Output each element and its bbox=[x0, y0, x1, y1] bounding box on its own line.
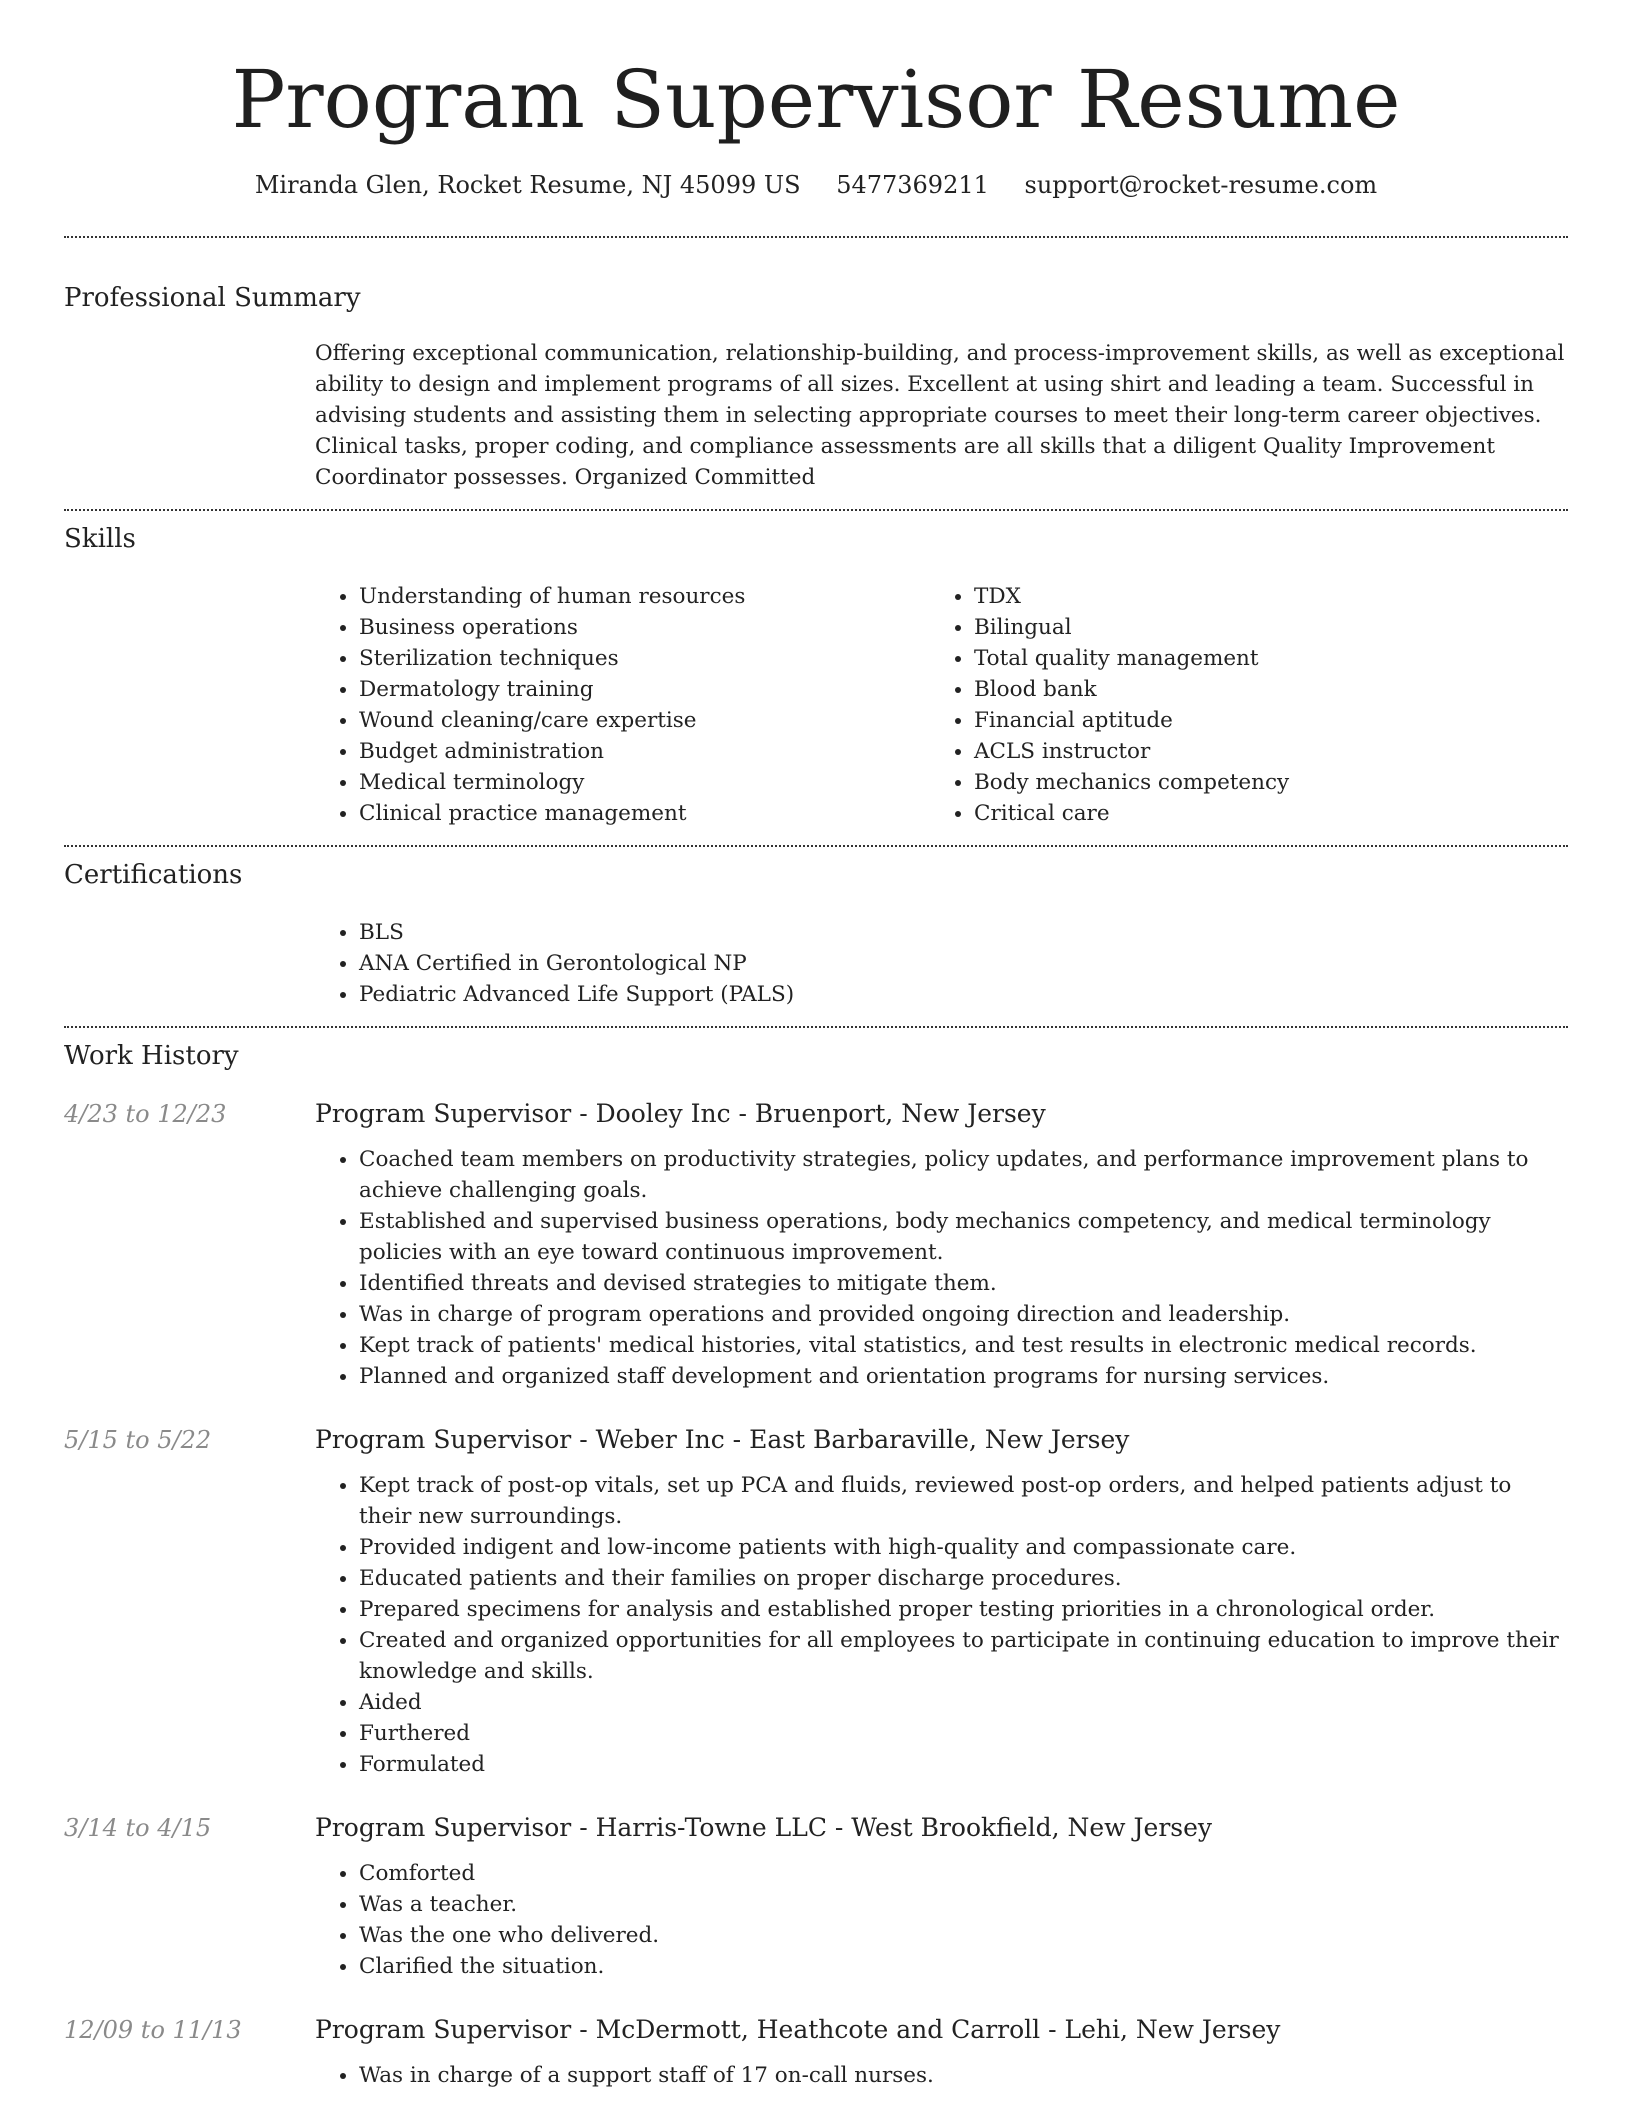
job-duties-list bbox=[315, 1470, 1568, 1780]
skill-item: • Sterilization techniques bbox=[359, 643, 930, 674]
job-duties-list bbox=[315, 1858, 1568, 1982]
job-dates: 12/09 to 11/13 bbox=[64, 2016, 242, 2044]
job-duty-item: • Kept track of post-op vitals, set up PCA and fluids, reviewed post-op orders, and helped patients adjust to their new surroundings. bbox=[359, 1470, 1568, 1532]
certifications-section bbox=[64, 847, 1568, 1026]
job-duty-item: • Prepared specimens for analysis and established proper testing priorities in a chronological order. bbox=[359, 1594, 1568, 1625]
skill-item: • Understanding of human resources bbox=[359, 581, 930, 612]
section-heading: Certifications bbox=[64, 860, 243, 890]
certification-item: • BLS bbox=[359, 917, 1568, 948]
job-entry bbox=[64, 1098, 1568, 1392]
job-duties-list bbox=[315, 1144, 1568, 1392]
certifications-body bbox=[315, 917, 1568, 1010]
skill-item: • Total quality management bbox=[974, 643, 1545, 674]
certification-item: • ANA Certified in Gerontological NP bbox=[359, 948, 1568, 979]
skills-columns bbox=[315, 581, 1568, 829]
skill-item: • Dermatology training bbox=[359, 674, 930, 705]
job-title: Program Supervisor - Dooley Inc - Bruenport, New Jersey bbox=[315, 1099, 1046, 1128]
job-duty-item: • Created and organized opportunities for all employees to participate in continuing education to improve their knowledge and skills. bbox=[359, 1625, 1568, 1687]
professional-summary-section bbox=[64, 238, 1568, 509]
skill-item: • Budget administration bbox=[359, 736, 930, 767]
job-dates: 3/14 to 4/15 bbox=[64, 1814, 212, 1842]
skill-item: • Medical terminology bbox=[359, 767, 930, 798]
job-entry bbox=[64, 1424, 1568, 1780]
job-duty-item: • Clarified the situation. bbox=[359, 1951, 1568, 1982]
job-duty-item: • Comforted bbox=[359, 1858, 1568, 1889]
job-duty-item: • Was in charge of program operations and provided ongoing direction and leadership. bbox=[359, 1299, 1568, 1330]
section-heading: Professional Summary bbox=[64, 283, 361, 313]
certifications-list bbox=[315, 917, 1568, 1010]
skill-item: • Business operations bbox=[359, 612, 930, 643]
job-duties-list bbox=[315, 2060, 1568, 2091]
job-entry bbox=[64, 2014, 1568, 2091]
skill-item: • Blood bank bbox=[974, 674, 1545, 705]
job-duty-item: • Planned and organized staff development and orientation programs for nursing services. bbox=[359, 1361, 1568, 1392]
skill-item: • Body mechanics competency bbox=[974, 767, 1545, 798]
contact-address: Miranda Glen, Rocket Resume, NJ 45099 US bbox=[254, 171, 801, 199]
skills-list bbox=[930, 581, 1545, 829]
summary-text: Offering exceptional communication, relationship-building, and process-improvement skills, as well as exceptional ability to design and implement programs of all sizes. Excellent at using shirt and leading a team. Successful in advising students and assisting them in selecting appropriate courses to meet their long-term career objectives. Clinical tasks, proper coding, and compliance assessments are all skills that a diligent Quality Improvement Coordinator possesses. Organized Committed bbox=[315, 341, 1565, 490]
page-title: Program Supervisor Resume bbox=[231, 53, 1401, 146]
certification-item: • Pediatric Advanced Life Support (PALS) bbox=[359, 979, 1568, 1010]
skill-item: • Bilingual bbox=[974, 612, 1545, 643]
skill-item: • ACLS instructor bbox=[974, 736, 1545, 767]
section-heading: Skills bbox=[64, 524, 136, 554]
job-duty-item: • Provided indigent and low-income patients with high-quality and compassionate care. bbox=[359, 1532, 1568, 1563]
skills-column-right bbox=[930, 581, 1545, 829]
work-history-section bbox=[64, 1028, 1568, 2091]
contact-email: support@rocket-resume.com bbox=[1024, 171, 1378, 199]
job-title: Program Supervisor - Harris-Towne LLC - West Brookfield, New Jersey bbox=[315, 1813, 1213, 1842]
job-duty-item: • Was in charge of a support staff of 17 on-call nurses. bbox=[359, 2060, 1568, 2091]
job-dates: 5/15 to 5/22 bbox=[64, 1426, 212, 1454]
job-details bbox=[315, 1424, 1568, 1780]
job-details bbox=[315, 2014, 1568, 2091]
job-dates: 4/23 to 12/23 bbox=[64, 1100, 227, 1128]
contact-phone: 5477369211 bbox=[836, 171, 989, 199]
skill-item: • TDX bbox=[974, 581, 1545, 612]
job-duty-item: • Formulated bbox=[359, 1749, 1568, 1780]
job-duty-item: • Was a teacher. bbox=[359, 1889, 1568, 1920]
job-duty-item: • Was the one who delivered. bbox=[359, 1920, 1568, 1951]
job-details bbox=[315, 1812, 1568, 1982]
job-details bbox=[315, 1098, 1568, 1392]
skills-section bbox=[64, 511, 1568, 845]
job-entry bbox=[64, 1812, 1568, 1982]
job-duty-item: • Aided bbox=[359, 1687, 1568, 1718]
job-duty-item: • Established and supervised business operations, body mechanics competency, and medical terminology policies with an eye toward continuous improvement. bbox=[359, 1206, 1568, 1268]
job-title: Program Supervisor - McDermott, Heathcote and Carroll - Lehi, New Jersey bbox=[315, 2015, 1281, 2044]
jobs-list bbox=[64, 1098, 1568, 2091]
job-title: Program Supervisor - Weber Inc - East Barbaraville, New Jersey bbox=[315, 1425, 1130, 1454]
skills-list bbox=[315, 581, 930, 829]
job-duty-item: • Furthered bbox=[359, 1718, 1568, 1749]
skill-item: • Clinical practice management bbox=[359, 798, 930, 829]
section-heading: Work History bbox=[64, 1041, 239, 1071]
job-duty-item: • Kept track of patients' medical histories, vital statistics, and test results in electronic medical records. bbox=[359, 1330, 1568, 1361]
skills-column-left bbox=[315, 581, 930, 829]
job-duty-item: • Coached team members on productivity strategies, policy updates, and performance improvement plans to achieve challenging goals. bbox=[359, 1144, 1568, 1206]
skill-item: • Wound cleaning/care expertise bbox=[359, 705, 930, 736]
job-duty-item: • Identified threats and devised strategies to mitigate them. bbox=[359, 1268, 1568, 1299]
skill-item: • Financial aptitude bbox=[974, 705, 1545, 736]
contact-line bbox=[64, 170, 1568, 200]
job-duty-item: • Educated patients and their families on proper discharge procedures. bbox=[359, 1563, 1568, 1594]
skill-item: • Critical care bbox=[974, 798, 1545, 829]
